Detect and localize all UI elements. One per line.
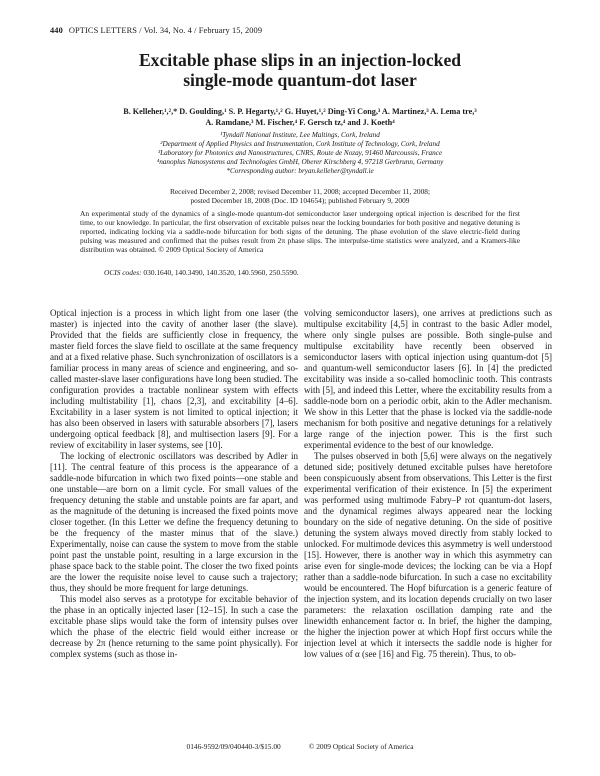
- affiliations: [72, 131, 528, 176]
- paragraph: Optical injection is a process in which light from one laser (the master) is injected into the cavity of another laser (the slave). Provided that the fields are sufficiently close in frequency, the master field forces the slave field to oscillate at the same frequency and at a fixed relative phase. Such synchronization of oscillators is a familiar process in many areas of science and engineering, and so-called master-slave laser configurations have long been studied. The configuration provides a tractable nonlinear system with effects including multistability [1], chaos [2,3], and excitability [4–6]. Excitability in a laser system is not limited to optical injection; it has also been observed in lasers with saturable absorbers [7], lasers undergoing optical feedback [8], and multisection lasers [9]. For a review of excitability in laser systems, see [10].: [50, 308, 298, 450]
- article-code: 0146-9592/09/040440-3/$15.00: [186, 742, 281, 751]
- page-footer: [0, 742, 600, 751]
- abstract: An experimental study of the dynamics of a single-mode quantum-dot semiconductor laser undergoing optical injection is described for the first time, to our knowledge. In particular, the first observation of excitable pulses near the locking boundaries for both positive and negative detuning is reported, indicating locking via a saddle-node bifurcation for both signs of the detuning. The phase evolution of the slave electric-field during pulsing was measured and confirmed that the pulses result from 2π phase slips. The interpulse-time statistics were analyzed, and a Kramers-like distribution was obtained. © 2009 Optical Society of America: [80, 209, 520, 255]
- ocis-codes: [104, 268, 299, 277]
- affiliation-3: ³Laboratory for Photonics and Nanostructures, CNRS, Route de Nozay, 91460 Marcoussis, France: [157, 149, 443, 158]
- body-column-left: [50, 308, 298, 660]
- paragraph: volving semiconductor lasers), one arrives at predictions such as multipulse excitability [4,5] in contrast to the basic Adler model, where only single pulses are possible. Both single-pulse and multipulse excitability have recently been observed in semiconductor lasers with optical injection using quantum-dot [5] and quantum-well semiconductor lasers [6]. In [4] the predicted excitability was inside a so-called homoclinic tooth. This contrasts with [5], and indeed this Letter, where the excitability results from a saddle-node born on a periodic orbit, akin to the Adler mechanism. We show in this Letter that the phase is locked via the saddle-node mechanism for both positive and negative detunings for a relatively large range of the injection power. This is the first such experimental evidence to the best of our knowledge.: [304, 308, 552, 450]
- body-column-right: [304, 308, 552, 660]
- paragraph: The locking of electronic oscillators was described by Adler in [11]. The central feature of this process is the appearance of a saddle-node bifurcation in which two fixed points—one stable and one unstable—are born on a limit cycle. For small values of the frequency detuning the stable and unstable points are far apart, and as the magnitude of the detuning is increased the fixed points move closer together. (In this Letter we define the frequency detuning to be the frequency of the master minus that of the slave.) Experimentally, noise can cause the system to move from the stable point past the unstable point, resulting in a large excursion in the phase space back to the stable point. The closer the two fixed points are the lower the requisite noise level to cause such a trajectory; thus, they should be more frequent for large detunings.: [50, 450, 298, 593]
- paper-title: [70, 50, 530, 90]
- journal-citation: OPTICS LETTERS / Vol. 34, No. 4 / February 15, 2009: [68, 26, 263, 35]
- affiliation-2: ²Department of Applied Physics and Instrumentation, Cork Institute of Technology, Cork, Ireland: [160, 140, 440, 149]
- received-dates: [72, 187, 528, 206]
- paragraph: This model also serves as a prototype for excitable behavior of the phase in an optically injected laser [12–15]. In such a case the excitable phase slips would take the form of intensity pulses over which the phase of the electric field would either increase or decrease by 2π (hence returning to the same point physically). For complex systems (such as those in-: [50, 593, 298, 659]
- copyright: © 2009 Optical Society of America: [308, 742, 414, 751]
- corresponding-author: *Corresponding author: bryan.kelleher@tyndall.ie: [226, 167, 374, 176]
- authors-line-2: A. Ramdane,³ M. Fischer,⁴ F. Gersch tz,⁴ and J. Koeth⁴: [205, 117, 395, 127]
- title-line-1: Excitable phase slips in an injection-locked: [138, 50, 462, 70]
- ocis-values: 030.1640, 140.3490, 140.3520, 140.5960, 250.5590.: [143, 268, 299, 277]
- page-number: 440: [50, 26, 63, 35]
- received-line-2: posted December 18, 2008 (Doc. ID 104654); published February 9, 2009: [190, 196, 410, 206]
- paragraph: The pulses observed in both [5,6] were always on the negatively detuned side; positively detuned excitable pulses have heretofore been conspicuously absent from observations. This Letter is the first experimental verification of their existence. In [5] the experiment was performed using multimode Fabry–P rot quantum-dot lasers, and the dynamical regimes always appeared near the locking boundary on the side of negative detuning. On the side of positive detuning the system always moved directly from stably locked to unlocked. For multimode devices this asymmetry is well understood [15]. However, there is another way in which this asymmetry can arise even for single-mode devices; the locking can be via a Hopf rather than a saddle-node bifurcation. In such a case no excitability would be encountered. The Hopf bifurcation is a generic feature of the injection system, and its location depends crucially on two laser parameters: the relaxation oscillation damping rate and the linewidth enhancement factor α. In brief, the higher the damping, the higher the injection power at which Hopf first occurs while the injection level at which it intersects the saddle node is higher for low values of α (see [16] and Fig. 75 therein). Thus, to ob-: [304, 450, 552, 659]
- authors-line-1: B. Kelleher,¹,²,* D. Goulding,¹ S. P. Hegarty,¹,² G. Huyet,¹,² Ding-Yi Cong,³ A. Martinez,³ A. Lema tre,³: [123, 107, 477, 116]
- ocis-label: OCIS codes:: [104, 268, 142, 277]
- author-list: [72, 107, 528, 128]
- title-line-2: single-mode quantum-dot laser: [183, 70, 417, 90]
- received-line-1: Received December 2, 2008; revised December 11, 2008; accepted December 11, 2008;: [169, 187, 431, 196]
- affiliation-4: ⁴nanoplus Nanosystems and Technologies GmbH, Oberer Kirschberg 4, 97218 Gerbrunn, Germany: [156, 158, 444, 167]
- affiliation-1: ¹Tyndall National Institute, Lee Maltings, Cork, Ireland: [220, 131, 380, 139]
- running-header: [50, 26, 262, 35]
